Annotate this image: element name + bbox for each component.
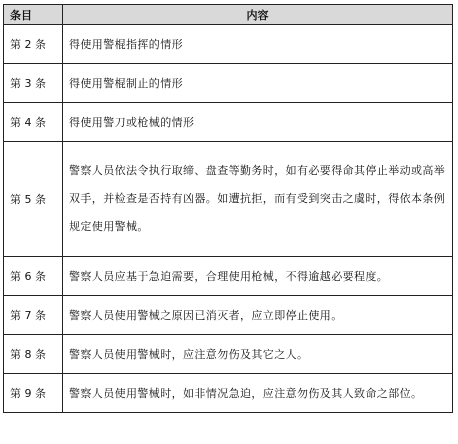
article-content: 得使用警棍制止的情形	[63, 64, 453, 103]
table-row	[4, 257, 453, 296]
header-content: 内容	[63, 5, 453, 25]
table-row	[4, 64, 453, 103]
article-number: 第 3 条	[4, 64, 63, 103]
article-number: 第 2 条	[4, 25, 63, 64]
article-content: 警察人员依法令执行取缔、盘查等勤务时，如有必要得命其停止举动或高举双手，并检查是否持有凶器。如遭抗拒，而有受到突击之虞时，得依本条例规定使用警械。	[63, 142, 453, 257]
article-number: 第 9 条	[4, 374, 63, 413]
article-content: 得使用警棍指挥的情形	[63, 25, 453, 64]
article-content: 警察人员使用警械时，应注意勿伤及其它之人。	[63, 335, 453, 374]
article-number: 第 4 条	[4, 103, 63, 142]
header-article: 条目	[4, 5, 63, 25]
table-row	[4, 103, 453, 142]
table-row	[4, 296, 453, 335]
header-row	[4, 5, 453, 25]
article-content: 得使用警刀或枪械的情形	[63, 103, 453, 142]
table-row	[4, 25, 453, 64]
table-header	[4, 5, 453, 25]
table-row	[4, 142, 453, 257]
table-row	[4, 374, 453, 413]
article-content: 警察人员使用警械之原因已消灭者，应立即停止使用。	[63, 296, 453, 335]
article-number: 第 7 条	[4, 296, 63, 335]
table-body	[4, 25, 453, 413]
article-number: 第 5 条	[4, 142, 63, 257]
table-row	[4, 335, 453, 374]
article-number: 第 8 条	[4, 335, 63, 374]
article-number: 第 6 条	[4, 257, 63, 296]
article-content: 警察人员应基于急迫需要，合理使用枪械，不得逾越必要程度。	[63, 257, 453, 296]
article-content: 警察人员使用警械时，如非情况急迫，应注意勿伤及其人致命之部位。	[63, 374, 453, 413]
regulation-table	[3, 4, 453, 413]
